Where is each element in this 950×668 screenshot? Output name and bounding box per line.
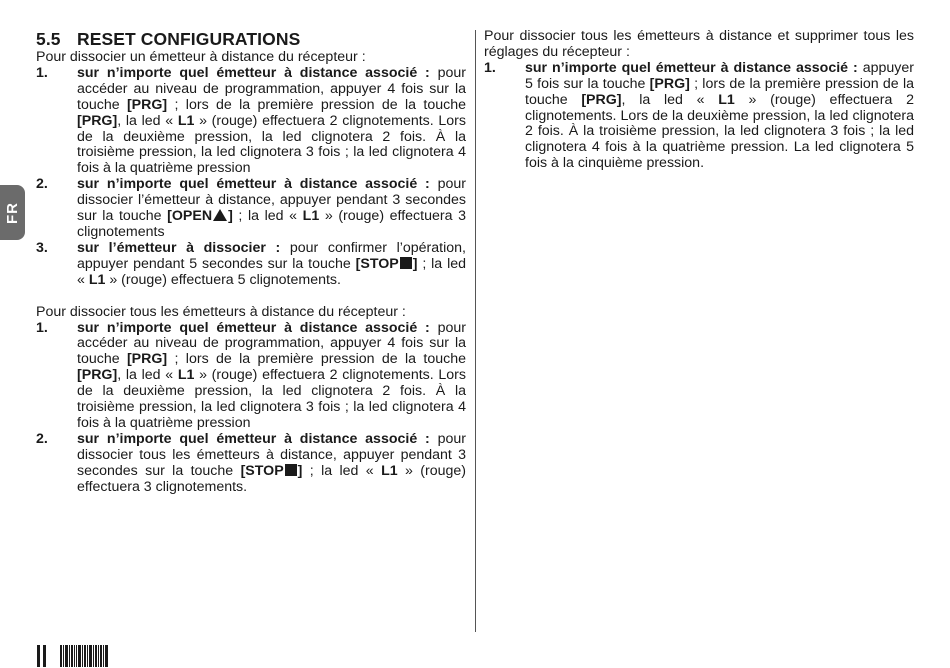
item-number: 1.: [484, 59, 496, 76]
key-label: [PRG]: [77, 367, 118, 384]
stop-square-icon: [400, 257, 412, 269]
list-item: [36, 177, 466, 241]
section2-intro: Pour dissocier tous les émetteurs à distance du récepteur :: [36, 303, 406, 320]
section-heading: [36, 29, 466, 49]
led-label: L1: [302, 208, 320, 225]
key-label: [PRG]: [649, 75, 690, 92]
section1-intro: Pour dissocier un émetteur à distance du récepteur :: [36, 49, 366, 65]
item-text: , la led «: [621, 91, 719, 108]
left-column: [36, 29, 466, 495]
led-label: L1: [177, 367, 195, 384]
item-text: pour dissocier l’émetteur à distance, appuyer pendant 3 secondes sur la touche: [77, 176, 466, 225]
barcode-icon: [60, 645, 114, 667]
key-label-end: ]: [228, 208, 233, 225]
item-text: ; la led «: [232, 208, 303, 225]
language-tab: [0, 185, 25, 240]
list-item: [484, 61, 914, 172]
item-lead: sur n’importe quel émetteur à distance associé :: [77, 64, 430, 81]
open-triangle-icon: [213, 209, 227, 221]
led-label: L1: [88, 271, 106, 288]
item-number: 2.: [36, 430, 48, 447]
item-lead: sur l’émetteur à dissocier :: [77, 239, 281, 256]
item-text: ; lors de la première pression de la touche: [167, 96, 466, 113]
item-number: 1.: [36, 64, 48, 81]
key-label: [PRG]: [581, 91, 622, 108]
right-column: [484, 29, 914, 172]
item-text: » (rouge) effectuera 3 clignotements.: [77, 462, 466, 495]
item-text: ; la led «: [302, 462, 382, 479]
item-text: » (rouge) effectuera 5 clignotements.: [105, 271, 341, 288]
section3-list: [484, 61, 914, 172]
item-number: 2.: [36, 176, 48, 193]
key-label: [PRG]: [77, 112, 118, 129]
item-text: pour accéder au niveau de programmation, appuyer 4 fois sur la touche: [77, 319, 466, 368]
stop-square-icon: [285, 464, 297, 476]
item-lead: sur n’importe quel émetteur à distance associé :: [525, 59, 858, 76]
key-label-end: ]: [412, 255, 418, 272]
heading-title: RESET CONFIGURATIONS: [77, 29, 301, 49]
led-label: L1: [381, 462, 398, 479]
item-text: » (rouge) effectuera 3 clignotements: [77, 208, 466, 240]
section3-intro: Pour dissocier tous les émetteurs à distance et supprimer tous les réglages du récepteur :: [484, 28, 914, 60]
key-label-end: ]: [297, 462, 303, 479]
led-label: L1: [177, 112, 195, 129]
language-tab-label: FR: [3, 201, 21, 224]
list-item: [36, 66, 466, 177]
item-text: pour confirmer l’opération, appuyer pendant 5 secondes sur la touche: [77, 239, 466, 272]
item-text: ; lors de la première pression de la touche: [167, 351, 466, 368]
key-label: [STOP: [355, 255, 399, 272]
key-label: [OPEN: [167, 208, 213, 225]
section1-list: [36, 66, 466, 289]
item-number: 3.: [36, 239, 48, 256]
item-text: appuyer 5 fois sur la touche: [525, 59, 914, 92]
item-text: , la led «: [117, 367, 178, 384]
item-text: , la led «: [117, 112, 178, 129]
led-label: L1: [718, 91, 735, 108]
item-text: ; lors de la première pression de la touche: [525, 75, 915, 108]
section2-list: [36, 321, 466, 496]
item-lead: sur n’importe quel émetteur à distance associé :: [77, 430, 430, 447]
item-text: pour accéder au niveau de programmation, appuyer 4 fois sur la touche: [77, 64, 466, 113]
list-item: [36, 321, 466, 432]
item-text: ; la led «: [77, 255, 466, 288]
item-lead: sur n’importe quel émetteur à distance associé :: [77, 319, 430, 336]
item-lead: sur n’importe quel émetteur à distance associé :: [77, 176, 430, 193]
item-text: pour dissocier tous les émetteurs à distance, appuyer pendant 3 secondes sur la touche: [77, 430, 466, 479]
key-label: [PRG]: [126, 351, 168, 368]
item-text: » (rouge) effectuera 2 clignotements. Lors de la deuxième pression, la led clignotera 2 fois. À la troisième pression, la led clignotera 3 fois ; la led clignotera 4 fois à la quatrième pression: [77, 367, 466, 431]
item-number: 1.: [36, 319, 48, 336]
column-divider: [475, 30, 476, 632]
key-label: [PRG]: [126, 96, 168, 113]
key-label: [STOP: [240, 462, 284, 479]
heading-number: 5.5: [36, 29, 61, 49]
item-text: » (rouge) effectuera 2 clignotements. Lors de la deuxième pression, la led clignotera 2 fois. À la troisième pression, la led clignotera 3 fois ; la led clignotera 4 fois à la quatrième pression: [77, 112, 466, 177]
list-item: [36, 241, 466, 289]
list-item: [36, 432, 466, 496]
item-text: » (rouge) effectuera 2 clignotements. Lors de la deuxième pression, la led clignotera 2 fois. À la troisième pression, la led clignotera 3 fois ; la led clignotera 4 fois à la quatrième pression. La led clignotera 5 fois à la cinquième pression.: [525, 91, 915, 172]
